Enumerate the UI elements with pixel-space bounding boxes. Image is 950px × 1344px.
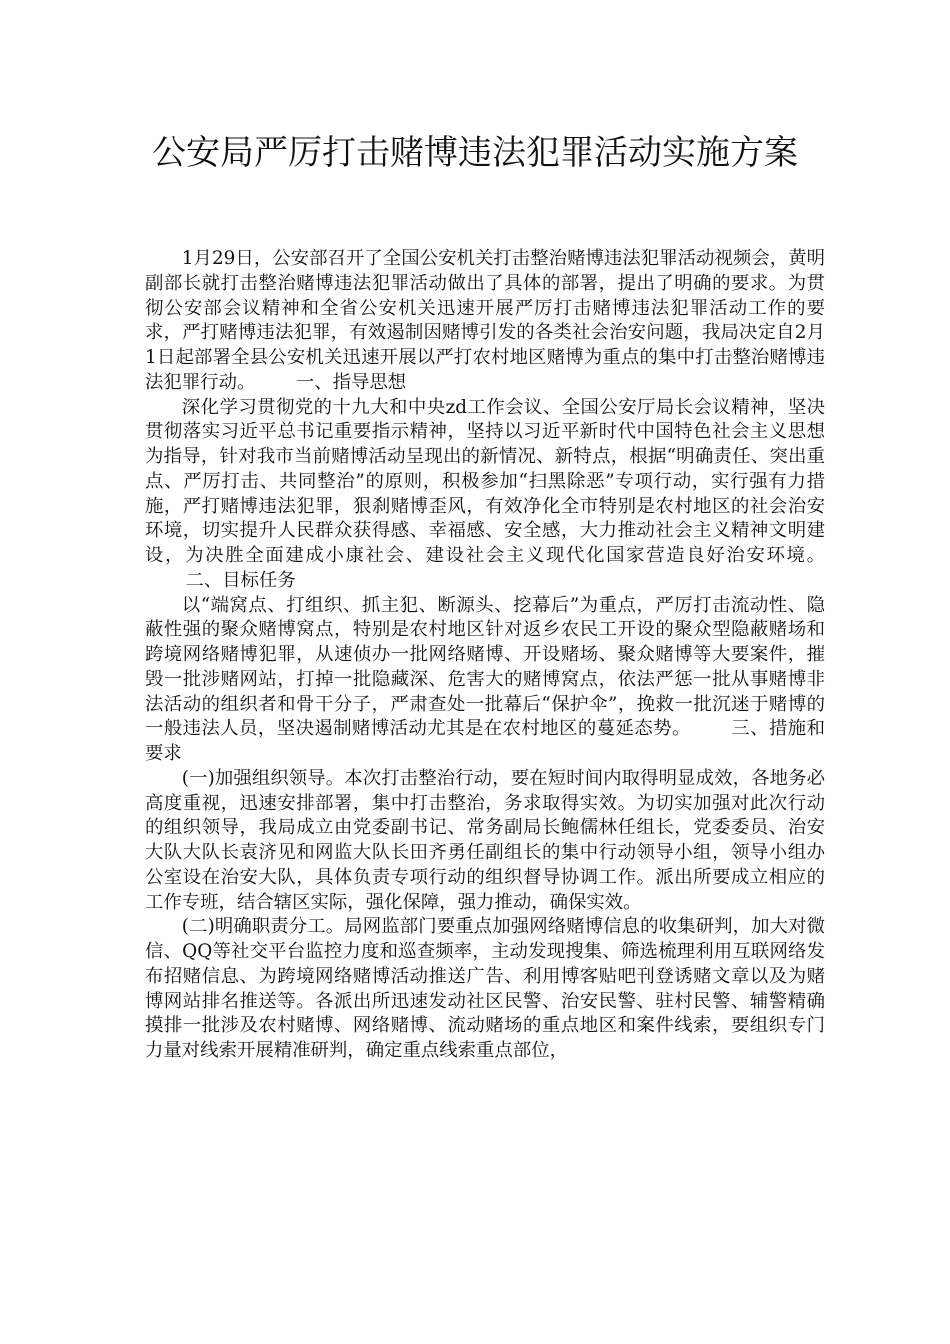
paragraph-text: 深化学习贯彻党的十九大和中央zd工作会议、全国公安厅局长会议精神，坚决贯彻落实习近平总书记重要指示精神，坚持以习近平新时代中国特色社会主义思想为指导，针对我市当前赌博活动呈现出的新情况、新特点，根据“明确责任、突出重点、严厉打击、共同整治”的原则，积极参加“扫黑除恶”专项行动，实行强有力措施，严打赌博违法犯罪，狠刹赌博歪风，有效净化全市特别是农村地区的社会治安环境，切实提升人民群众获得感、幸福感、安全感，大力推动社会主义精神文明建设，为决胜全面建成小康社会、建设社会主义现代化国家营造良好治安环境。: [145, 396, 825, 566]
section-heading-guiding-ideology: 一、指导思想: [295, 371, 407, 393]
paragraph-text: 以“端窝点、打组织、抓主犯、断源头、挖幕后”为重点，严厉打击流动性、隐蔽性强的聚众赌博窝点，特别是农村地区针对返乡农民工开设的聚众型隐蔽赌场和跨境网络赌博犯罪，从速侦办一批网络赌博、开设赌场、聚众赌博等大要案件，摧毁一批涉赌网站，打掉一批隐藏深、危害大的赌博窝点，依法严惩一批从事赌博非法活动的组织者和骨干分子，严肃查处一批幕后“保护伞”，挽救一批沉迷于赌博的一般违法人员，坚决遏制赌博活动尤其是在农村地区的蔓延态势。: [145, 594, 825, 740]
paragraph-organization-leadership: [145, 767, 825, 916]
paragraph-text: 1月29日，公安部召开了全国公安机关打击整治赌博违法犯罪活动视频会，黄明副部长就打击整治赌博违法犯罪活动做出了具体的部署，提出了明确的要求。为贯彻公安部会议精神和全省公安机关迅速开展严厉打击赌博违法犯罪活动工作的要求，严打赌博违法犯罪，有效遏制因赌博引发的各类社会治安问题，我局决定自2月1日起部署全县公安机关迅速开展以严打农村地区赌博为重点的集中打击整治赌博违法犯罪行动。: [145, 248, 825, 393]
paragraph-guiding-ideology: [145, 396, 825, 594]
document-title: 公安局严厉打击赌博违法犯罪活动实施方案: [152, 133, 798, 173]
section-heading-measures: 三、措施和要求: [145, 718, 825, 764]
paragraph-text: (一)加强组织领导。本次打击整治行动，要在短时间内取得明显成效，各地务必高度重视，迅速安排部署，集中打击整治，务求取得实效。为切实加强对此次行动的组织领导，我局成立由党委副书记、常务副局长鲍儒林任组长，党委委员、治安大队大队长袁济见和网监大队长田齐勇任副组长的集中行动领导小组，领导小组办公室设在治安大队，具体负责专项行动的组织督导协调工作。派出所要成立相应的工作专班，结合辖区实际，强化保障，强力推动，确保实效。: [145, 767, 825, 913]
paragraph-responsibilities: [145, 915, 825, 1064]
paragraph-text: (二)明确职责分工。局网监部门要重点加强网络赌博信息的收集研判，加大对微信、QQ等社交平台监控力度和巡查频率，主动发现搜集、筛选梳理利用互联网络发布招赌信息、为跨境网络赌博活动推送广告、利用博客贴吧刊登诱赌文章以及为赌博网站排名推送等。各派出所迅速发动社区民警、治安民警、驻村民警、辅警精确摸排一批涉及农村赌博、网络赌博、流动赌场的重点地区和案件线索，要组织专门力量对线索开展精准研判，确定重点线索重点部位，: [145, 916, 825, 1061]
section-heading-goals-tasks: 二、目标任务: [185, 569, 296, 591]
paragraph-goals-tasks: [145, 594, 825, 767]
paragraph-intro: [145, 247, 825, 396]
document-body: [145, 247, 825, 1064]
